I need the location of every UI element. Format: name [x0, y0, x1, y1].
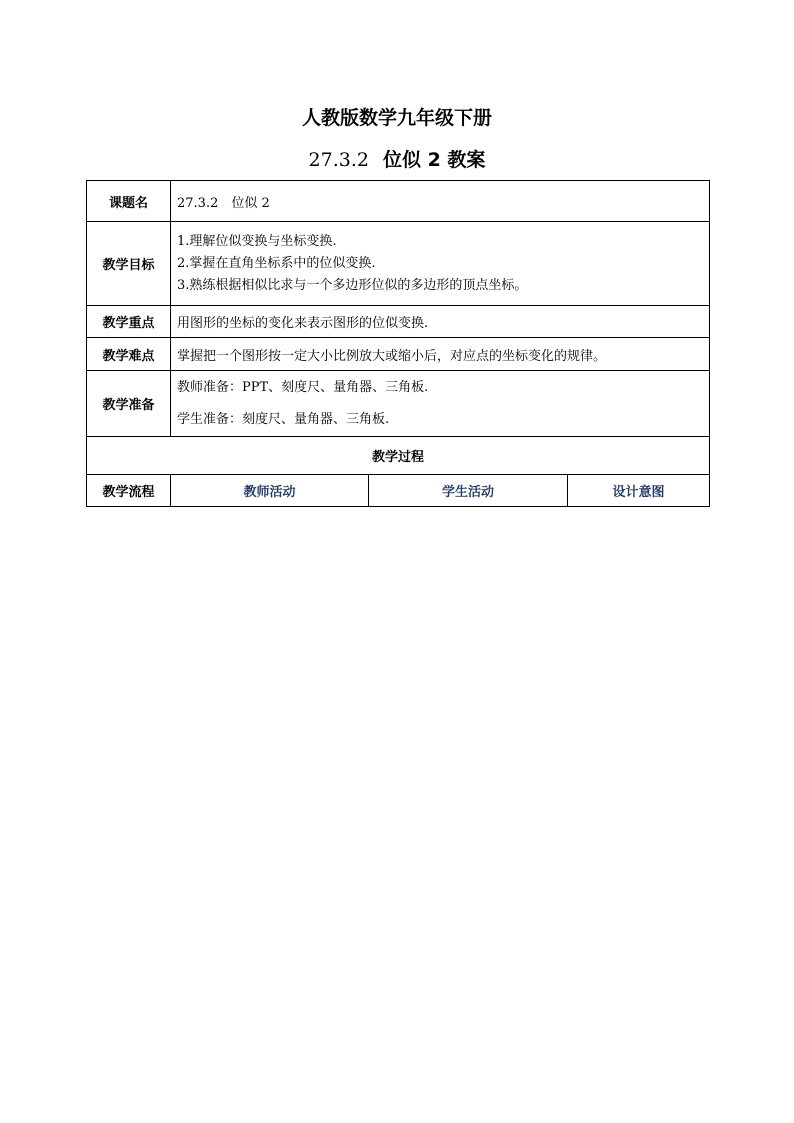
document-title: 人教版数学九年级下册	[301, 107, 492, 129]
difficulty-value: 掌握把一个图形按一定大小比例放大或缩小后，对应点的坐标变化的规律。	[171, 338, 710, 371]
objectives-content	[171, 222, 710, 306]
lesson-subtitle-text: 位似 2 教案	[382, 149, 486, 171]
key-point-value: 用图形的坐标的变化来表示图形的位似变换.	[171, 306, 710, 338]
row-preparation	[87, 371, 710, 437]
document-subtitle	[0, 146, 794, 174]
difficulty-label: 教学难点	[87, 338, 171, 371]
key-point-label: 教学重点	[87, 306, 171, 338]
course-name-value: 27.3.2 位似 2	[171, 181, 710, 222]
objective-item: 3.熟练根据相似比求与一个多边形位似的多边形的顶点坐标。	[177, 277, 528, 293]
row-objectives	[87, 222, 710, 306]
objectives-label: 教学目标	[87, 222, 171, 306]
process-title: 教学过程	[87, 437, 710, 475]
preparation-item: 教师准备：PPT、刻度尺、量角器、三角板.	[177, 379, 429, 395]
objective-item: 2.掌握在直角坐标系中的位似变换.	[177, 255, 376, 271]
teacher-activity-header: 教师活动	[171, 475, 369, 507]
row-course-name	[87, 181, 710, 222]
preparation-item: 学生准备：刻度尺、量角器、三角板.	[177, 411, 390, 427]
row-key-point	[87, 306, 710, 338]
course-name-label: 课题名	[87, 181, 171, 222]
design-intent-header: 设计意图	[568, 475, 710, 507]
row-process-title	[87, 437, 710, 475]
row-process-columns	[87, 475, 710, 507]
lesson-plan-table	[86, 180, 710, 507]
student-activity-header: 学生活动	[369, 475, 568, 507]
preparation-content	[171, 371, 710, 437]
preparation-label: 教学准备	[87, 371, 171, 437]
lesson-code: 27.3.2	[308, 149, 369, 171]
process-flow-label: 教学流程	[87, 475, 171, 507]
row-difficulty	[87, 338, 710, 371]
objective-item: 1.理解位似变换与坐标变换.	[177, 233, 337, 249]
